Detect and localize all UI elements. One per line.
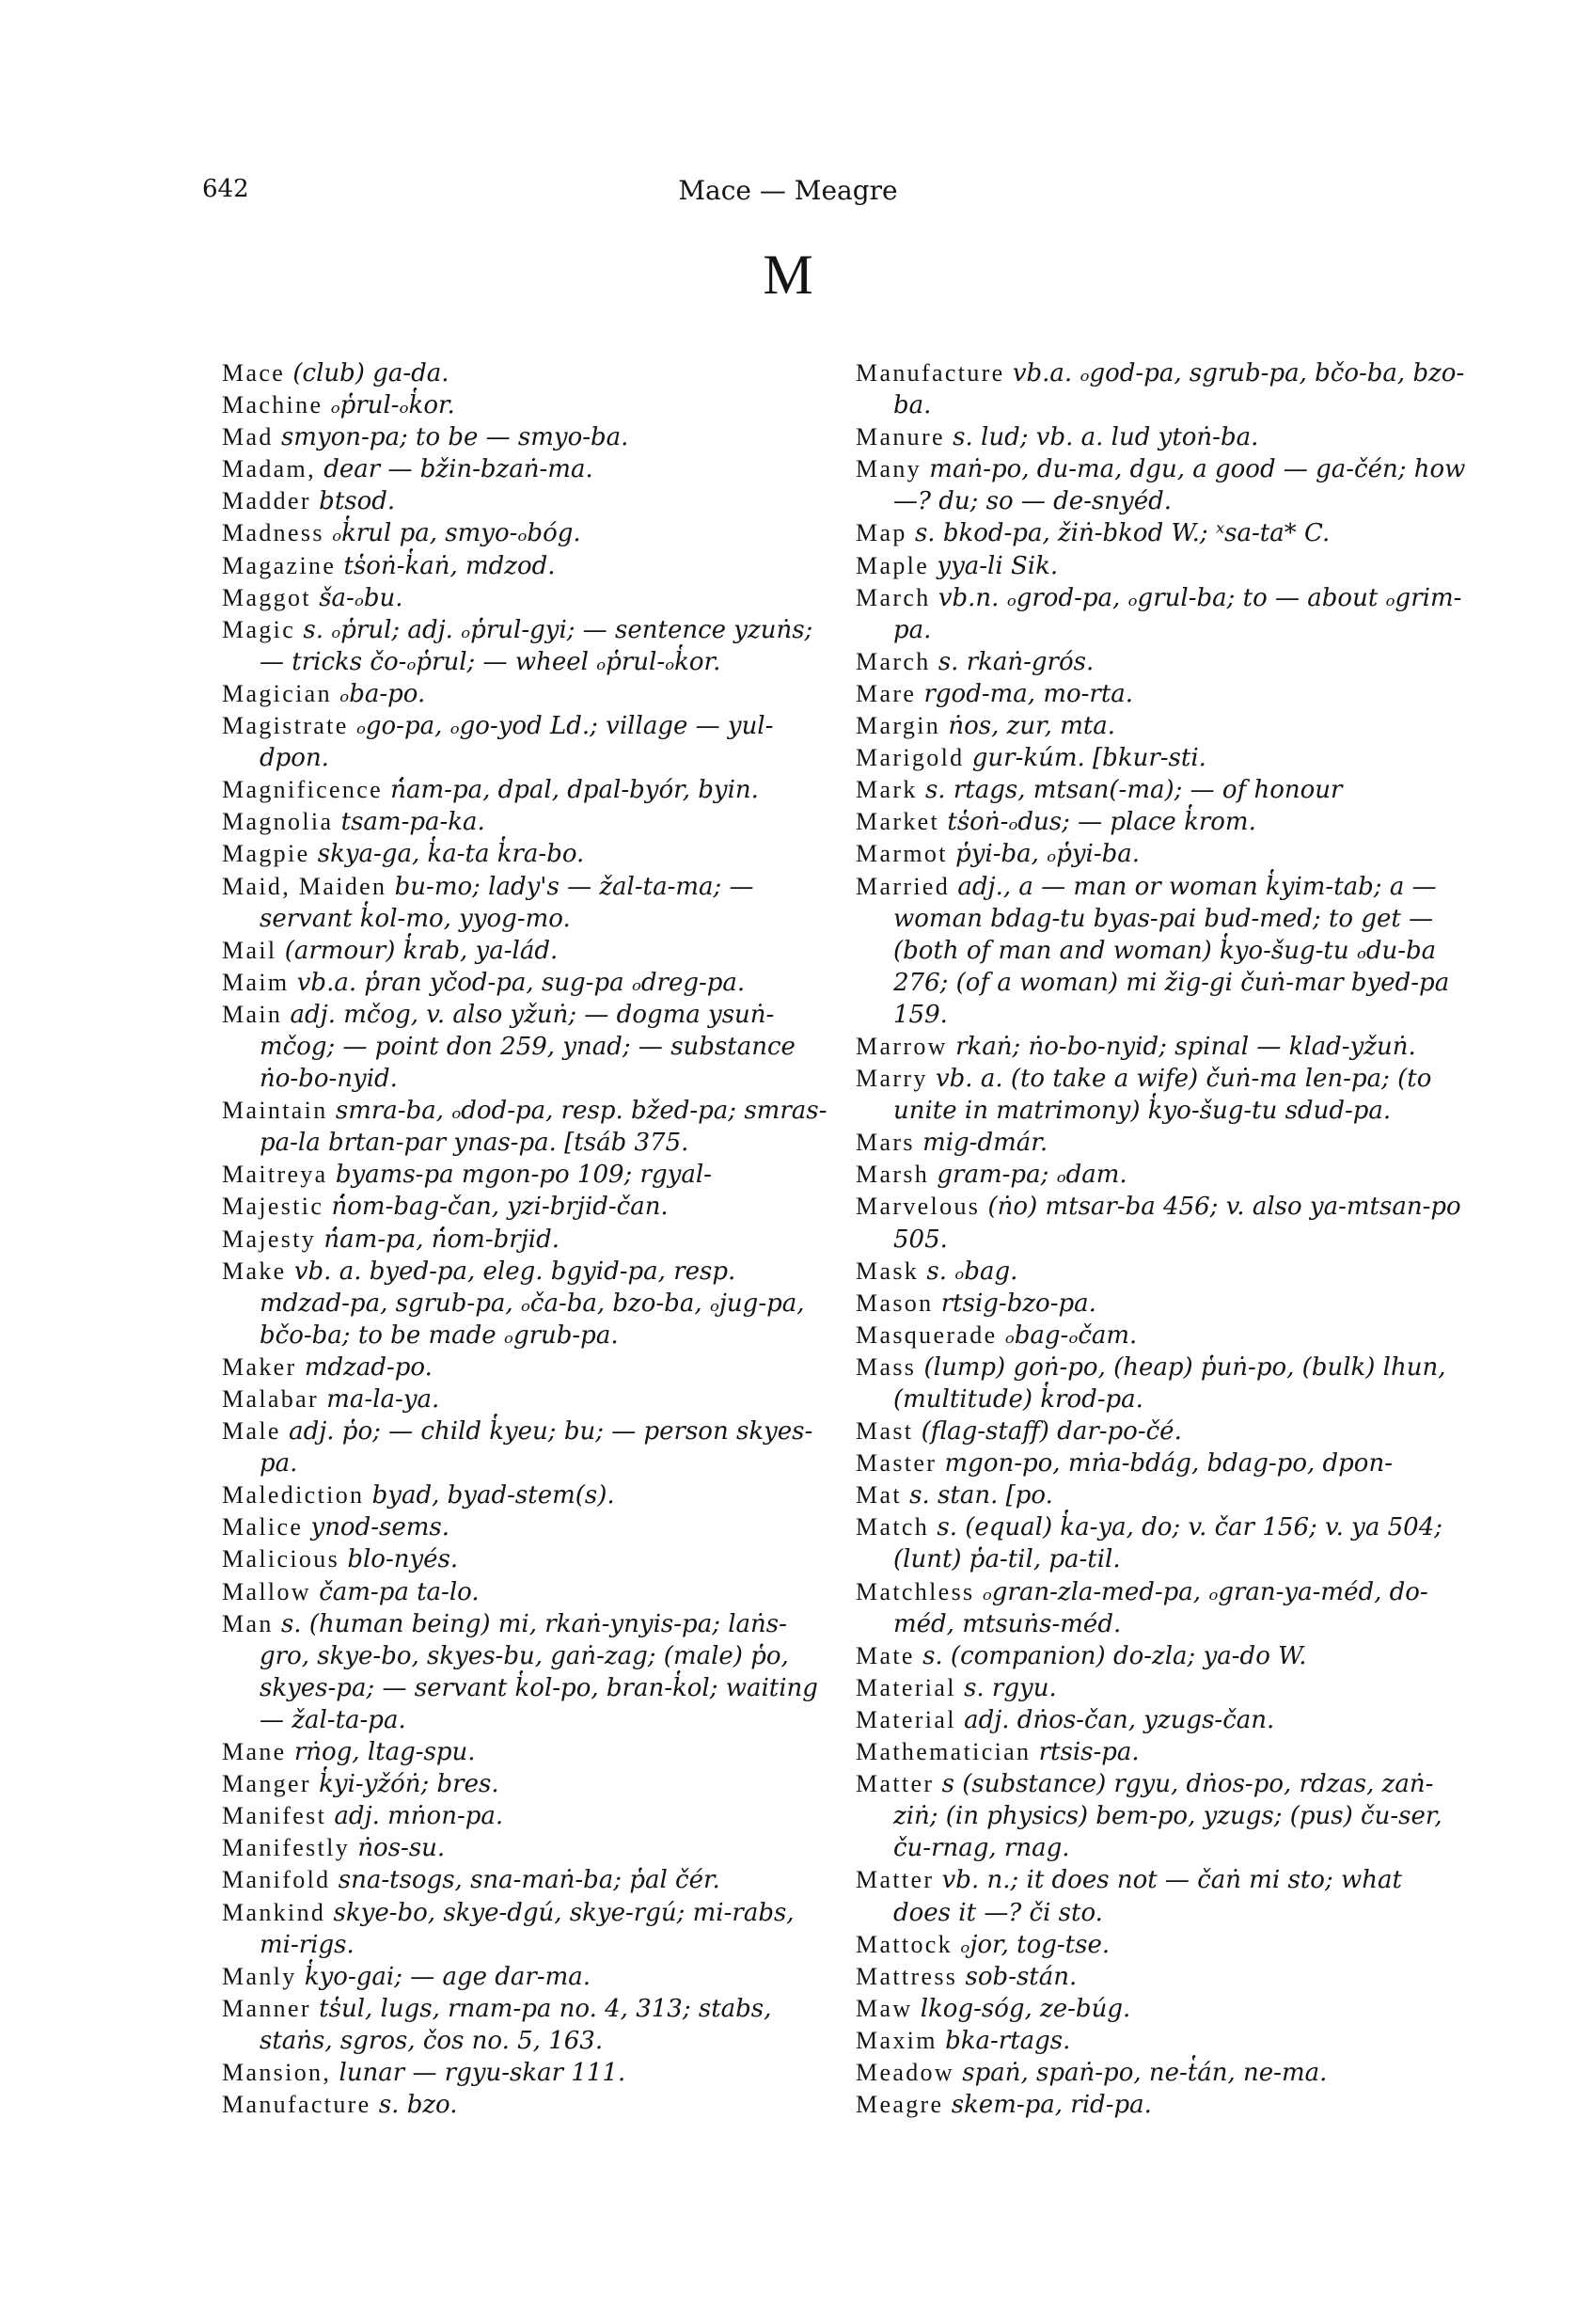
dictionary-entry [222, 1159, 833, 1191]
entry-definition: smra-ba, ₒdod-pa, resp. bžed-pa; smras-pa-la brtan-par ynas-pa. [tsáb 375. [260, 1097, 827, 1158]
entry-definition: čam-pa ta-lo. [319, 1577, 480, 1606]
page-number: 642 [202, 175, 249, 203]
dictionary-entry [856, 1063, 1467, 1127]
entry-headword: Marvelous [856, 1193, 981, 1221]
dictionary-entry [222, 1256, 833, 1352]
entry-headword: Material [856, 1705, 956, 1733]
entry-definition: blo-nyés. [347, 1545, 459, 1574]
entry-definition: skem-pa, rid-pa. [951, 2091, 1152, 2120]
left-column [222, 357, 833, 2121]
dictionary-entry [856, 517, 1467, 549]
entry-definition: sna-tsogs, sna-maṅ-ba; p̔al čér. [338, 1866, 720, 1895]
dictionary-entry [856, 2089, 1467, 2121]
dictionary-entry [856, 774, 1467, 806]
entry-headword: Mast [856, 1417, 914, 1446]
entry-headword: Malice [222, 1513, 304, 1541]
entry-headword: Maxim [856, 2026, 938, 2054]
dictionary-entry [222, 1736, 833, 1768]
entry-definition: vb. n.; it does not — čaṅ mi sto; what does it —? či sto. [893, 1866, 1402, 1927]
entry-definition: ts̔ul, lugs, rnam-pa no. 4, 313; stabs, staṅs, sgros, čos no. 5, 163. [260, 1994, 772, 2055]
entry-headword: Maker [222, 1352, 297, 1381]
dictionary-entry [222, 1543, 833, 1575]
dictionary-entry [222, 1993, 833, 2057]
entry-headword: Man [222, 1609, 274, 1637]
dictionary-entry [222, 1961, 833, 1993]
entry-definition: ₒp̔rul-ₒk̔or. [330, 391, 455, 420]
entry-definition: (flag-staff) dar-po-čé. [921, 1417, 1182, 1447]
entry-headword: Marigold [856, 744, 965, 772]
entry-headword: Madness [222, 519, 324, 547]
dictionary-entry [222, 582, 833, 614]
dictionary-entry [856, 1415, 1467, 1447]
entry-definition: ts̔oṅ-k̔aṅ, mdzod. [343, 551, 556, 580]
entry-headword: Magic [222, 615, 296, 643]
entry-definition: s. stan. [po. [909, 1481, 1053, 1510]
entry-headword: Mate [856, 1641, 915, 1669]
entry-definition: byams-pa mgon-po 109; rgyal- [335, 1161, 712, 1190]
entry-definition: ma-la-ya. [326, 1385, 440, 1414]
dictionary-entry [856, 1159, 1467, 1191]
dictionary-entry [222, 485, 833, 517]
entry-headword: Majestic [222, 1193, 324, 1221]
entry-headword: Maw [856, 1994, 913, 2022]
dictionary-entry [856, 646, 1467, 678]
entry-headword: Maintain [222, 1097, 328, 1125]
entry-definition: s. lud; vb. a. lud ytoṅ-ba. [953, 423, 1259, 452]
entry-headword: Meadow [856, 2058, 955, 2086]
entry-headword: Mare [856, 679, 917, 707]
entry-definition: bu-mo; lady's — žal-ta-ma; — servant k̔ol-mo, yyog-mo. [260, 872, 754, 933]
dictionary-entry [222, 967, 833, 999]
entry-headword: Madder [222, 487, 311, 515]
dictionary-entry [222, 999, 833, 1095]
entry-definition: bka-rtags. [945, 2026, 1071, 2055]
entry-headword: Manly [222, 1962, 297, 1990]
entry-definition: mdzad-po. [304, 1352, 433, 1382]
dictionary-entry [222, 1415, 833, 1479]
entry-definition: s. bkod-pa, žiṅ-bkod W.; ˣsa-ta* C. [914, 519, 1331, 548]
entry-definition: rtsig-bzo-pa. [940, 1288, 1096, 1318]
entry-definition: k̔yi-yžóṅ; bres. [319, 1770, 499, 1799]
running-head: Mace — Meagre [678, 175, 898, 206]
entry-definition: vb. a. byed-pa, eleg. bgyid-pa, resp. mdzad-pa, sgrub-pa, ₒča-ba, bzo-ba, ₒjug-pa, bčo-ba; to be made ₒgrub-pa. [260, 1257, 805, 1350]
entry-headword: Manure [856, 423, 945, 451]
dictionary-entry [856, 710, 1467, 742]
entry-definition: adj. p̔o; — child k̔yeu; bu; — person skyes-pa. [260, 1417, 813, 1478]
entry-definition: s. rgyu. [964, 1673, 1057, 1702]
dictionary-entry [222, 1095, 833, 1159]
entry-headword: Malabar [222, 1385, 320, 1413]
entry-headword: Mark [856, 776, 918, 804]
entry-headword: Maim [222, 968, 290, 996]
entry-definition: k̔yo-gai; — age dar-ma. [304, 1962, 591, 1991]
entry-definition: s. (human being) mi, rkaṅ-ynyis-pa; laṅs-gro, skye-bo, skyes-bu, gaṅ-zag; (male) p̔o, skyes-pa; — servant k̔ol-po, bran-k̔ol; waiting — žal-ta-pa. [260, 1609, 818, 1734]
dictionary-entry [856, 1768, 1467, 1864]
entry-definition: smyon-pa; to be — smyo-ba. [280, 423, 629, 452]
dictionary-entry [856, 582, 1467, 646]
right-column [856, 357, 1467, 2121]
entry-definition: ₒbag-ₒčam. [1004, 1320, 1138, 1350]
entry-headword: Manifestly [222, 1834, 351, 1862]
dictionary-entry [222, 421, 833, 453]
entry-definition: ṅ̔am-pa, dpal, dpal-byór, byin. [390, 776, 759, 805]
dictionary-entry [222, 774, 833, 806]
entry-headword: Marry [856, 1065, 928, 1093]
entry-definition: btsod. [319, 487, 396, 516]
entry-definition: adj. mčog, v. also yžuṅ; — dogma ysuṅ-mčog; — point don 259, ynad; — substance ṅo-bo-nyid. [260, 1000, 796, 1094]
entry-definition: (armour) k̔rab, ya-lád. [284, 936, 559, 965]
dictionary-entry [856, 1640, 1467, 1672]
entry-headword: Malicious [222, 1545, 340, 1573]
entry-headword: Magnificence [222, 776, 384, 804]
entry-headword: Main [222, 1000, 283, 1028]
entry-definition: skye-bo, skye-dgú, skye-rgú; mi-rabs, mi-rigs. [260, 1898, 795, 1959]
dictionary-entry [222, 1511, 833, 1543]
dictionary-entry [856, 1479, 1467, 1511]
entry-definition: spaṅ, spaṅ-po, ne-t̔án, ne-ma. [962, 2058, 1328, 2087]
entry-headword: Magistrate [222, 712, 349, 740]
entry-definition: vb.n. ₒgrod-pa, ₒgrul-ba; to — about ₒgrim-pa. [893, 583, 1462, 644]
dictionary-entry [856, 1127, 1467, 1159]
entry-headword: Mail [222, 936, 277, 964]
entry-headword: Meagre [856, 2091, 944, 2119]
dictionary-entry [222, 838, 833, 870]
entry-definition: lunar — rgyu-skar 111. [339, 2058, 626, 2087]
dictionary-entry [222, 550, 833, 582]
entry-definition: s (substance) rgyu, dṅos-po, rdzas, zaṅ-ziṅ; (in physics) bem-po, yzugs; (pus) ču-ser, ču-rnag, rnag. [893, 1770, 1442, 1863]
entry-definition: ts̔oṅ-ₒdus; — place k̔rom. [947, 808, 1256, 837]
dictionary-entry [856, 2025, 1467, 2057]
dictionary-entry [856, 838, 1467, 870]
dictionary-entry [856, 1256, 1467, 1288]
entry-headword: Madam, [222, 455, 316, 483]
entry-definition: ₒgran-zla-med-pa, ₒgran-ya-méd, do-méd, mtsuṅs-méd. [893, 1577, 1428, 1638]
dictionary-entry [222, 389, 833, 421]
entry-headword: Maid, Maiden [222, 872, 387, 900]
dictionary-entry [222, 453, 833, 485]
entry-headword: Material [856, 1673, 956, 1701]
dictionary-entry [856, 1320, 1467, 1352]
entry-definition: maṅ-po, du-ma, dgu, a good — ga-čén; how —? du; so — de-snyéd. [893, 455, 1466, 516]
entry-definition: mgon-po, mṅa-bdág, bdag-po, dpon- [944, 1449, 1393, 1478]
entry-definition: ₒgo-pa, ₒgo-yod Ld.; village — yul-dpon. [260, 712, 774, 773]
dictionary-entry [856, 2057, 1467, 2089]
entry-definition: ₒba-po. [339, 679, 426, 708]
entry-definition: s. bzo. [378, 2091, 458, 2120]
entry-headword: Make [222, 1257, 287, 1285]
entry-definition: rkaṅ; ṅo-bo-nyid; spinal — klad-yžuṅ. [955, 1032, 1416, 1061]
dictionary-entry [856, 806, 1467, 838]
dictionary-entry [222, 614, 833, 678]
entry-headword: Mathematician [856, 1738, 1032, 1766]
entry-definition: s. rtags, mtsan(-ma); — of honour [924, 776, 1343, 805]
entry-definition: s. (companion) do-zla; ya-do W. [922, 1641, 1307, 1670]
entry-headword: Manufacture [856, 359, 1005, 387]
dictionary-entry [222, 357, 833, 389]
entry-headword: Married [856, 872, 951, 900]
entry-definition: adj. mṅon-pa. [334, 1802, 504, 1831]
entry-headword: March [856, 583, 931, 611]
entry-headword: Manifold [222, 1866, 331, 1894]
dictionary-entry [222, 1352, 833, 1383]
entry-headword: Male [222, 1417, 281, 1446]
dictionary-entry [856, 550, 1467, 582]
entry-headword: Master [856, 1449, 938, 1478]
entry-definition: byad, byad-stem(s). [371, 1481, 615, 1510]
entry-headword: March [856, 647, 931, 675]
dictionary-entry [856, 871, 1467, 1031]
dictionary-entry [222, 1864, 833, 1896]
entry-definition: ₒjor, tog-tse. [960, 1930, 1111, 1959]
entry-headword: Match [856, 1513, 930, 1541]
entry-definition: (lump) goṅ-po, (heap) p̔uṅ-po, (bulk) lhun, (multitude) k̔rod-pa. [893, 1352, 1446, 1414]
entry-headword: Mace [222, 359, 286, 387]
entry-headword: Map [856, 519, 907, 547]
entry-headword: Mane [222, 1738, 287, 1766]
dictionary-entry [856, 1511, 1467, 1575]
entry-definition: gram-pa; ₒdam. [937, 1161, 1127, 1190]
entry-definition: sob-stán. [965, 1962, 1078, 1991]
entry-headword: Marmot [856, 840, 948, 868]
entry-definition: tsam-pa-ka. [340, 808, 485, 837]
dictionary-entry [856, 742, 1467, 774]
dictionary-entry [856, 1031, 1467, 1063]
entry-headword: Mad [222, 423, 274, 451]
entry-definition: rgod-ma, mo-rta. [923, 679, 1134, 708]
entry-definition: s. rkaṅ-grós. [938, 647, 1095, 676]
entry-headword: Masquerade [856, 1320, 998, 1349]
dictionary-entry [222, 2057, 833, 2089]
entry-headword: Magpie [222, 840, 310, 868]
entry-definition: ṅ̔am-pa, ṅ̔om-brjid. [323, 1225, 559, 1254]
dictionary-entry [856, 1993, 1467, 2025]
dictionary-entry [222, 1608, 833, 1736]
dictionary-entry [222, 806, 833, 838]
entry-headword: Manifest [222, 1802, 327, 1830]
dictionary-entry [856, 1961, 1467, 1993]
entry-definition: (ṅo) mtsar-ba 456; v. also ya-mtsan-po 505. [893, 1193, 1461, 1254]
entry-definition: vb. a. (to take a wife) čuṅ-ma len-pa; (to unite in matrimony) k̔yo-šug-tu sdud-pa. [893, 1065, 1432, 1126]
dictionary-entry [856, 421, 1467, 453]
entry-definition: vb.a. p̔ran yčod-pa, sug-pa ₒdreg-pa. [296, 968, 746, 997]
entry-definition: ṅos, zur, mta. [948, 712, 1116, 741]
entry-definition: ṅos-su. [357, 1834, 446, 1863]
dictionary-entry [222, 1832, 833, 1864]
entry-definition: yya-li Sik. [937, 551, 1059, 580]
entry-headword: Matter [856, 1866, 935, 1894]
entry-definition: rṅog, ltag-spu. [293, 1738, 476, 1767]
entry-definition: gur-kúm. [bkur-sti. [971, 744, 1206, 773]
entry-definition: adj. dṅos-čan, yzugs-čan. [964, 1705, 1275, 1734]
entry-definition: (club) ga-da. [292, 359, 449, 387]
dictionary-entry [222, 1191, 833, 1223]
entry-definition: rtsis-pa. [1038, 1738, 1140, 1767]
entry-headword: Marsh [856, 1161, 930, 1189]
entry-headword: Mansion, [222, 2058, 332, 2086]
dictionary-entry [222, 1224, 833, 1256]
entry-headword: Manner [222, 1994, 311, 2022]
entry-headword: Maggot [222, 583, 311, 611]
entry-headword: Mankind [222, 1898, 326, 1926]
dictionary-entry [856, 1736, 1467, 1768]
dictionary-entry [856, 1191, 1467, 1255]
entry-headword: Mason [856, 1288, 934, 1317]
entry-headword: Machine [222, 391, 323, 419]
dictionary-entry [856, 1864, 1467, 1928]
entry-headword: Magazine [222, 551, 337, 579]
entry-headword: Mallow [222, 1577, 311, 1605]
dictionary-entry [222, 1800, 833, 1832]
entry-headword: Mat [856, 1481, 902, 1510]
dictionary-entry [222, 710, 833, 774]
entry-definition: p̔yi-ba, ₒp̔yi-ba. [955, 840, 1141, 869]
dictionary-entry [222, 935, 833, 967]
dictionary-entry [856, 678, 1467, 710]
entry-definition: s. ₒbag. [926, 1257, 1018, 1286]
entry-definition: lkog-sóg, ze-búg. [920, 1994, 1131, 2023]
dictionary-entry [856, 453, 1467, 517]
entry-definition: s. ₒp̔rul; adj. ₒp̔rul-gyi; — sentence yzuṅs; — tricks čo-ₒp̔rul; — wheel ₒp̔rul-ₒk̔or. [260, 615, 813, 676]
dictionary-entry [222, 2089, 833, 2121]
dictionary-entry [222, 1768, 833, 1800]
entry-headword: Matter [856, 1770, 935, 1798]
entry-definition: adj., a — man or woman k̔yim-tab; a — woman bdag-tu byas-pai bud-med; to get — (both of man and woman) k̔yo-šug-tu ₒdu-ba 276; (of a woman) mi žig-gi čuṅ-mar byed-pa 159. [893, 872, 1450, 1029]
entry-headword: Matchless [856, 1577, 975, 1605]
entry-definition: s. (equal) k̔a-ya, do; v. čar 156; v. ya 504; (lunt) p̔a-til, pa-til. [893, 1513, 1442, 1574]
entry-headword: Margin [856, 712, 941, 740]
entry-definition: mig-dmár. [922, 1129, 1048, 1158]
entry-headword: Maple [856, 551, 930, 579]
dictionary-entry [856, 1352, 1467, 1415]
dictionary-entry [856, 1672, 1467, 1704]
entry-headword: Mass [856, 1352, 917, 1381]
entry-headword: Marrow [856, 1032, 948, 1060]
dictionary-entry [222, 678, 833, 710]
entry-headword: Maitreya [222, 1161, 328, 1189]
dictionary-entry [222, 517, 833, 549]
entry-headword: Malediction [222, 1481, 365, 1510]
dictionary-entry [856, 1704, 1467, 1736]
dictionary-entry [856, 1576, 1467, 1640]
entry-headword: Manufacture [222, 2091, 371, 2119]
entry-headword: Mask [856, 1257, 920, 1285]
entry-headword: Magician [222, 679, 332, 707]
entry-definition: skya-ga, k̔a-ta k̔ra-bo. [317, 840, 585, 869]
dictionary-entry [222, 1576, 833, 1608]
entry-headword: Magnolia [222, 808, 334, 836]
dictionary-entry [856, 1288, 1467, 1320]
dictionary-entry [222, 1383, 833, 1415]
section-letter: M [763, 244, 813, 306]
entry-headword: Mattress [856, 1962, 958, 1990]
entry-headword: Mattock [856, 1930, 953, 1958]
entry-headword: Mars [856, 1129, 915, 1157]
dictionary-entry [222, 871, 833, 935]
entry-definition: ṅ̔om-bag-čan, yzi-brjid-čan. [331, 1193, 669, 1222]
entry-definition: ša-ₒbu. [319, 583, 403, 612]
dictionary-entry [222, 1897, 833, 1961]
dictionary-entry [222, 1479, 833, 1511]
entry-definition: ₒk̔rul pa, smyo-ₒbóg. [332, 519, 581, 548]
dictionary-entry [856, 1929, 1467, 1961]
entry-definition: vb.a. ₒgod-pa, sgrub-pa, bčo-ba, bzo-ba. [893, 359, 1465, 420]
entry-headword: Manger [222, 1770, 311, 1798]
entry-headword: Majesty [222, 1225, 317, 1253]
entry-definition: dear — bžin-bzaṅ-ma. [323, 455, 593, 484]
entry-headword: Many [856, 455, 922, 483]
dictionary-entry [856, 357, 1467, 421]
dictionary-entry [856, 1447, 1467, 1479]
entry-definition: ynod-sems. [310, 1513, 450, 1542]
entry-headword: Market [856, 808, 940, 836]
